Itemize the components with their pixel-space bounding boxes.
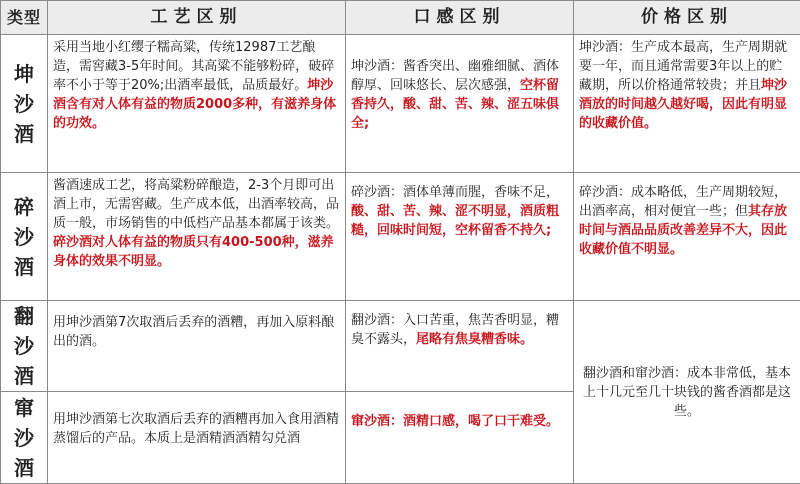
craft-fansha bbox=[48, 301, 346, 392]
price-kunsha bbox=[574, 35, 800, 173]
header-type: 类型 bbox=[1, 1, 48, 35]
price-highlight: 其存放时间与酒品品质改善差异不大，因此收藏价值不明显。 bbox=[579, 204, 787, 257]
type-chuansha bbox=[1, 392, 48, 484]
taste-text: 翻沙酒：入口苦重，焦苦香明显，糟臭不露头， bbox=[351, 313, 559, 347]
type-char: 酒 bbox=[1, 252, 47, 282]
row-fansha bbox=[1, 301, 800, 392]
taste-highlight: 酸、甜、苦、辣、涩不明显，酒质粗糙，回味时间短，空杯留香不持久; bbox=[351, 204, 559, 238]
taste-chuansha bbox=[346, 392, 574, 484]
header-craft: 工艺区别 bbox=[48, 1, 346, 35]
taste-suisha bbox=[346, 173, 574, 301]
taste-highlight: 窜沙酒：酒精口感，喝了口干难受。 bbox=[351, 414, 559, 429]
type-char: 坤 bbox=[1, 59, 47, 89]
craft-highlight: 碎沙酒对人体有益的物质只有400-500种，滋养身体的效果不明显。 bbox=[53, 235, 334, 269]
header-taste: 口感区别 bbox=[346, 1, 574, 35]
taste-highlight: 尾略有焦臭糟香味。 bbox=[416, 332, 533, 347]
taste-text: 坤沙酒：酱香突出、幽雅细腻、酒体醇厚、回味悠长、层次感强， bbox=[351, 59, 559, 93]
craft-chuansha bbox=[48, 392, 346, 484]
price-fansha-chuansha bbox=[574, 301, 800, 484]
type-fansha bbox=[1, 301, 48, 392]
type-char: 碎 bbox=[1, 192, 47, 222]
craft-highlight: 坤沙酒含有对人体有益的物质2000多种，有滋养身体的功效。 bbox=[53, 78, 336, 131]
taste-text: 碎沙酒：酒体单薄而腥，香味不足， bbox=[351, 185, 559, 200]
type-char: 窜 bbox=[1, 393, 47, 423]
taste-highlight: 空杯留香持久，酸、甜、苦、辣、涩五味俱全; bbox=[351, 78, 559, 131]
type-char: 沙 bbox=[1, 331, 47, 361]
row-kunsha bbox=[1, 35, 800, 173]
taste-kunsha bbox=[346, 35, 574, 173]
type-kunsha bbox=[1, 35, 48, 173]
type-char: 酒 bbox=[1, 119, 47, 149]
type-char: 酒 bbox=[1, 453, 47, 483]
price-text: 翻沙酒和窜沙酒：成本非常低，基本上十几元至几十块钱的酱香酒都是这些。 bbox=[583, 366, 791, 419]
type-char: 翻 bbox=[1, 301, 47, 331]
row-suisha bbox=[1, 173, 800, 301]
price-suisha bbox=[574, 173, 800, 301]
type-char: 沙 bbox=[1, 89, 47, 119]
craft-text: 酱酒速成工艺，将高粱粉碎酿造，2-3个月即可出酒上市，无需窖藏。生产成本低，出酒率较高，品质一般，市场销售的中低档产品基本都属于该类。 bbox=[53, 178, 339, 231]
header-row bbox=[1, 1, 800, 35]
type-char: 酒 bbox=[1, 361, 47, 391]
craft-suisha bbox=[48, 173, 346, 301]
craft-text: 用坤沙酒第七次取酒后丢弃的酒糟再加入食用酒精蒸馏后的产品。本质上是酒精酒酒精勾兑酒 bbox=[53, 412, 339, 446]
header-price: 价格区别 bbox=[574, 1, 800, 35]
price-highlight: 坤沙酒放的时间越久越好喝，因此有明显的收藏价值。 bbox=[579, 78, 787, 131]
type-suisha bbox=[1, 173, 48, 301]
price-text: 坤沙酒：生产成本最高，生产周期就要一年，而且通常需要3年以上的贮藏期，所以价格通常较贵；并且 bbox=[579, 40, 787, 93]
type-char: 沙 bbox=[1, 222, 47, 252]
type-char: 沙 bbox=[1, 423, 47, 453]
price-text: 碎沙酒：成本略低，生产周期较短，出酒率高，相对便宜一些；但 bbox=[579, 185, 787, 219]
craft-kunsha bbox=[48, 35, 346, 173]
craft-text: 用坤沙酒第7次取酒后丢弃的酒糟，再加入原料酿出的酒。 bbox=[53, 315, 334, 349]
craft-text: 采用当地小红缨子糯高粱，传统12987工艺酿造，需窖藏3-5年时间。其高粱不能够粉碎，破碎率不小于等于20%;出酒率最低，品质最好。 bbox=[53, 40, 334, 93]
taste-fansha bbox=[346, 301, 574, 392]
